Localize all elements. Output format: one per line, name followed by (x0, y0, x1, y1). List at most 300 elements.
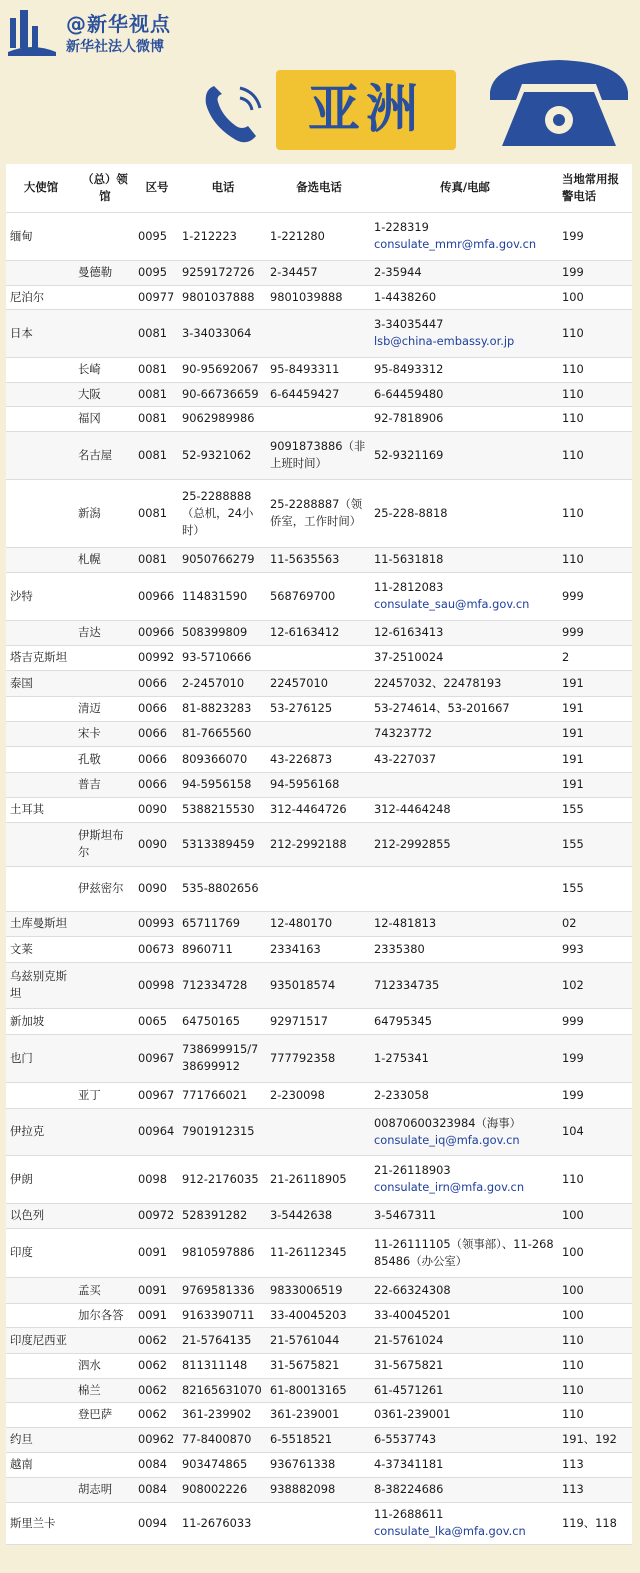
table-cell: 110 (558, 309, 632, 357)
table-cell: 0066 (134, 721, 178, 746)
table-cell: 110 (558, 406, 632, 431)
table-cell: 加尔各答 (74, 1303, 134, 1327)
table-body (6, 212, 632, 1544)
email-text: consulate_iq@mfa.gov.cn (374, 1132, 520, 1147)
brand-subtitle: 新华社法人微博 (66, 39, 164, 55)
table-cell: 9769581336 (178, 1277, 266, 1303)
cell-line: 11-2812083 (374, 580, 444, 594)
table-row (6, 620, 632, 645)
table-cell: 312-4464248 (370, 797, 558, 822)
table-cell: 21-5761024 (370, 1327, 558, 1353)
table-cell: 95-8493311 (266, 357, 370, 382)
table-cell: 6-64459427 (266, 382, 370, 406)
table-cell: 12-480170 (266, 911, 370, 936)
table-cell (266, 406, 370, 431)
table-cell (6, 721, 74, 746)
table-cell: 12-6163413 (370, 620, 558, 645)
table-cell: 535-8802656 (178, 866, 266, 911)
table-cell: 00998 (134, 962, 178, 1008)
table-cell: 92-7818906 (370, 406, 558, 431)
table-cell: 02 (558, 911, 632, 936)
table-cell: 738699915/738699912 (178, 1034, 266, 1082)
table-cell: 2334163 (266, 936, 370, 962)
table-cell: 名古屋 (74, 431, 134, 479)
table-cell: 0081 (134, 357, 178, 382)
table-cell: 0066 (134, 670, 178, 696)
table-row (6, 1155, 632, 1203)
page-title: 亚洲 (307, 80, 424, 140)
table-cell (74, 911, 134, 936)
table-row (6, 1008, 632, 1034)
table-cell: 2-233058 (370, 1082, 558, 1108)
table-cell: 2-34457 (266, 260, 370, 285)
table-cell: 伊拉克 (6, 1108, 74, 1155)
table-cell: 935018574 (266, 962, 370, 1008)
table-cell: 53-274614、53-201667 (370, 696, 558, 721)
email-text: consulate_sau@mfa.gov.cn (374, 597, 530, 611)
table-cell: 113 (558, 1477, 632, 1502)
table-row (6, 285, 632, 309)
table-row (6, 962, 632, 1008)
table-cell: 缅甸 (6, 212, 74, 260)
table-cell: 新加坡 (6, 1008, 74, 1034)
table-cell: 约旦 (6, 1427, 74, 1452)
table-cell: 9801039888 (266, 285, 370, 309)
table-cell (266, 1108, 370, 1155)
table-cell: 清迈 (74, 696, 134, 721)
table-cell: 155 (558, 797, 632, 822)
table-cell: 伊兹密尔 (74, 866, 134, 911)
table-cell: 00972 (134, 1203, 178, 1228)
table-cell (266, 1502, 370, 1544)
table-row (6, 309, 632, 357)
table-cell: 155 (558, 822, 632, 866)
table-row (6, 547, 632, 572)
table-row (6, 1427, 632, 1452)
table-cell: 74323772 (370, 721, 558, 746)
table-cell: 0065 (134, 1008, 178, 1034)
column-header: 传真/电邮 (370, 164, 558, 212)
table-cell (370, 866, 558, 911)
email-text: lsb@china-embassy.or.jp (374, 334, 515, 348)
table-cell (6, 479, 74, 547)
table-cell (266, 866, 370, 911)
table-cell: 104 (558, 1108, 632, 1155)
table-cell: 9801037888 (178, 285, 266, 309)
table-cell (370, 1155, 558, 1203)
table-cell: 809366070 (178, 746, 266, 772)
table-cell: 登巴萨 (74, 1402, 134, 1427)
table-cell (74, 1108, 134, 1155)
table-cell: 沙特 (6, 572, 74, 620)
table-cell: 0081 (134, 431, 178, 479)
table-cell: 999 (558, 620, 632, 645)
table-cell (6, 547, 74, 572)
table-cell: 0084 (134, 1452, 178, 1477)
table-cell (74, 1008, 134, 1034)
table-cell (6, 1378, 74, 1402)
table-cell: 普吉 (74, 772, 134, 797)
table-cell (74, 1034, 134, 1082)
column-header: 当地常用报警电话 (558, 164, 632, 212)
table-cell: 2-230098 (266, 1082, 370, 1108)
table-cell (6, 866, 74, 911)
table-row (6, 1452, 632, 1477)
table-cell: 191 (558, 696, 632, 721)
table-cell: 8960711 (178, 936, 266, 962)
table-cell: 6-5537743 (370, 1427, 558, 1452)
table-cell: 9810597886 (178, 1228, 266, 1277)
table-cell: 宋卡 (74, 721, 134, 746)
table-cell: 0095 (134, 260, 178, 285)
table-cell: 新潟 (74, 479, 134, 547)
table-cell (74, 1452, 134, 1477)
table-cell: 113 (558, 1452, 632, 1477)
table-cell (6, 382, 74, 406)
table-row (6, 357, 632, 382)
table-row (6, 572, 632, 620)
table-cell: 811311148 (178, 1353, 266, 1378)
table-cell (74, 1427, 134, 1452)
table-cell: 11-5631818 (370, 547, 558, 572)
table-cell: 孔敬 (74, 746, 134, 772)
table-row (6, 746, 632, 772)
table-cell: 912-2176035 (178, 1155, 266, 1203)
table-cell: 00967 (134, 1034, 178, 1082)
column-header: 大使馆 (6, 164, 74, 212)
table-row (6, 431, 632, 479)
table-cell: 吉达 (74, 620, 134, 645)
table-header-row (6, 164, 632, 212)
table-cell: 155 (558, 866, 632, 911)
table-row (6, 1402, 632, 1427)
table-cell: 199 (558, 1082, 632, 1108)
table-row (6, 866, 632, 911)
table-cell: 札幌 (74, 547, 134, 572)
table-cell: 31-5675821 (266, 1353, 370, 1378)
table-cell: 64795345 (370, 1008, 558, 1034)
table-cell: 6-5518521 (266, 1427, 370, 1452)
table-cell (74, 1228, 134, 1277)
table-cell (6, 431, 74, 479)
table-row (6, 645, 632, 670)
table-cell: 0095 (134, 212, 178, 260)
table-cell: 528391282 (178, 1203, 266, 1228)
table-cell: 0062 (134, 1402, 178, 1427)
table-cell: 999 (558, 1008, 632, 1034)
table-cell: 53-276125 (266, 696, 370, 721)
table-cell (370, 1502, 558, 1544)
table-row (6, 911, 632, 936)
table-cell: 伊斯坦布尔 (74, 822, 134, 866)
cell-line: 11-2688611 (374, 1507, 444, 1521)
table-cell: 191、192 (558, 1427, 632, 1452)
table-cell: 908002226 (178, 1477, 266, 1502)
table-cell (6, 772, 74, 797)
table-cell (74, 1327, 134, 1353)
table-cell: 0062 (134, 1327, 178, 1353)
email-text: consulate_lka@mfa.gov.cn (374, 1524, 526, 1538)
table-cell: 92971517 (266, 1008, 370, 1034)
embassy-table (6, 164, 632, 1545)
table-cell (74, 1155, 134, 1203)
table-cell: 棉兰 (74, 1378, 134, 1402)
table-cell: 100 (558, 285, 632, 309)
table-cell: 越南 (6, 1452, 74, 1477)
table-row (6, 212, 632, 260)
table-cell (74, 572, 134, 620)
table-cell: 100 (558, 1277, 632, 1303)
rotary-phone-icon (484, 52, 634, 152)
table-cell: 22457032、22478193 (370, 670, 558, 696)
table-cell: 泰国 (6, 670, 74, 696)
table-cell: 11-2676033 (178, 1502, 266, 1544)
table-row (6, 936, 632, 962)
table-cell: 斯里兰卡 (6, 1502, 74, 1544)
table-row (6, 1303, 632, 1327)
table-cell: 0090 (134, 866, 178, 911)
table-cell: 长崎 (74, 357, 134, 382)
table-cell: 土耳其 (6, 797, 74, 822)
table-cell: 8-38224686 (370, 1477, 558, 1502)
table-cell: 00977 (134, 285, 178, 309)
table-cell: 33-40045201 (370, 1303, 558, 1327)
table-cell: 712334735 (370, 962, 558, 1008)
table-row (6, 1502, 632, 1544)
table-cell: 52-9321062 (178, 431, 266, 479)
cell-line: 1-228319 (374, 220, 429, 234)
table-cell (74, 212, 134, 260)
table-cell (266, 645, 370, 670)
table-cell: 903474865 (178, 1452, 266, 1477)
table-cell: 0081 (134, 382, 178, 406)
table-cell: 212-2992188 (266, 822, 370, 866)
table-cell: 110 (558, 1353, 632, 1378)
table-cell: 3-5442638 (266, 1203, 370, 1228)
table-row (6, 1353, 632, 1378)
table-cell: 0081 (134, 309, 178, 357)
table-cell (6, 1353, 74, 1378)
table-cell: 936761338 (266, 1452, 370, 1477)
table-cell: 0062 (134, 1353, 178, 1378)
table-cell (6, 1402, 74, 1427)
table-cell (74, 1502, 134, 1544)
table-cell (370, 212, 558, 260)
table-cell (74, 309, 134, 357)
table-cell: 81-8823283 (178, 696, 266, 721)
email-text: consulate_mmr@mfa.gov.cn (374, 237, 537, 251)
table-cell (74, 285, 134, 309)
table-cell: 9062989986 (178, 406, 266, 431)
table-cell: 11-26112345 (266, 1228, 370, 1277)
table-cell: 191 (558, 670, 632, 696)
table-row (6, 1477, 632, 1502)
table-cell: 0091 (134, 1303, 178, 1327)
table-cell: 110 (558, 382, 632, 406)
table-cell: 110 (558, 357, 632, 382)
table-cell: 25-2288887（领侨室，工作时间） (266, 479, 370, 547)
table-cell: 95-8493312 (370, 357, 558, 382)
table-cell: 110 (558, 1378, 632, 1402)
table-cell: 0066 (134, 696, 178, 721)
table-cell: 7901912315 (178, 1108, 266, 1155)
table-cell: 5313389459 (178, 822, 266, 866)
table-cell (6, 1277, 74, 1303)
table-cell: 100 (558, 1303, 632, 1327)
table-cell: 以色列 (6, 1203, 74, 1228)
table-cell: 0091 (134, 1277, 178, 1303)
table-cell (266, 721, 370, 746)
table-row (6, 1277, 632, 1303)
table-cell: 1-275341 (370, 1034, 558, 1082)
table-cell: 0062 (134, 1378, 178, 1402)
table-cell: 9050766279 (178, 547, 266, 572)
table-cell: 94-5956168 (266, 772, 370, 797)
table-cell: 119、118 (558, 1502, 632, 1544)
table-cell: 94-5956158 (178, 772, 266, 797)
table-cell (74, 936, 134, 962)
table-row (6, 1378, 632, 1402)
table-cell: 0066 (134, 746, 178, 772)
table-cell: 0090 (134, 822, 178, 866)
table-cell: 0361-239001 (370, 1402, 558, 1427)
table-cell: 191 (558, 721, 632, 746)
table-cell: 93-5710666 (178, 645, 266, 670)
table-cell: 1-212223 (178, 212, 266, 260)
table-cell: 110 (558, 1327, 632, 1353)
table-cell: 伊朗 (6, 1155, 74, 1203)
table-cell: 568769700 (266, 572, 370, 620)
table-cell: 25-228-8818 (370, 479, 558, 547)
table-cell: 00966 (134, 572, 178, 620)
table-cell: 33-40045203 (266, 1303, 370, 1327)
table-cell: 22-66324308 (370, 1277, 558, 1303)
table-cell (6, 406, 74, 431)
cell-line: 00870600323984（海事） (374, 1115, 522, 1130)
table-cell: 3-34033064 (178, 309, 266, 357)
table-cell: 81-7665560 (178, 721, 266, 746)
table-cell: 2-35944 (370, 260, 558, 285)
column-header: 备选电话 (266, 164, 370, 212)
table-cell: 110 (558, 1155, 632, 1203)
table-cell: 22457010 (266, 670, 370, 696)
table-row (6, 260, 632, 285)
table-row (6, 1034, 632, 1082)
table-cell (74, 797, 134, 822)
table-cell: 2-2457010 (178, 670, 266, 696)
table-row (6, 1327, 632, 1353)
table-cell (266, 309, 370, 357)
brand-name: @新华视点 (66, 12, 171, 36)
table-cell: 2 (558, 645, 632, 670)
table-cell: 61-80013165 (266, 1378, 370, 1402)
table-cell (6, 260, 74, 285)
table-cell: 5388215530 (178, 797, 266, 822)
table-cell (74, 1203, 134, 1228)
table-cell (74, 645, 134, 670)
table-cell: 4-37341181 (370, 1452, 558, 1477)
header (0, 0, 640, 165)
table-row (6, 406, 632, 431)
table-cell: 993 (558, 936, 632, 962)
table-cell: 尼泊尔 (6, 285, 74, 309)
table-cell: 43-226873 (266, 746, 370, 772)
table-cell: 11-26111105（领事部）、11-26885486（办公室） (370, 1228, 558, 1277)
table-cell: 43-227037 (370, 746, 558, 772)
table-cell: 199 (558, 260, 632, 285)
table-cell: 0066 (134, 772, 178, 797)
table-cell: 110 (558, 431, 632, 479)
table-cell: 00966 (134, 620, 178, 645)
table-cell: 100 (558, 1228, 632, 1277)
table-cell: 312-4464726 (266, 797, 370, 822)
table-cell: 199 (558, 212, 632, 260)
table-cell (74, 962, 134, 1008)
table-row (6, 721, 632, 746)
table-cell: 6-64459480 (370, 382, 558, 406)
column-header: （总）领馆 (74, 164, 134, 212)
cell-line: 21-26118903 (374, 1163, 451, 1177)
table-cell: 90-95692067 (178, 357, 266, 382)
table-cell: 102 (558, 962, 632, 1008)
table-cell: 191 (558, 772, 632, 797)
table-cell: 0094 (134, 1502, 178, 1544)
table-cell: 印度 (6, 1228, 74, 1277)
table-cell: 乌兹别克斯坦 (6, 962, 74, 1008)
table-cell: 印度尼西亚 (6, 1327, 74, 1353)
table-cell: 25-2288888（总机，24小时） (178, 479, 266, 547)
table-row (6, 670, 632, 696)
table-cell: 110 (558, 479, 632, 547)
table-row (6, 1108, 632, 1155)
table-cell: 110 (558, 1402, 632, 1427)
table-cell (6, 1082, 74, 1108)
table-cell: 938882098 (266, 1477, 370, 1502)
table-cell: 1-221280 (266, 212, 370, 260)
table-cell: 114831590 (178, 572, 266, 620)
table-cell: 52-9321169 (370, 431, 558, 479)
table-row (6, 1228, 632, 1277)
table-cell: 也门 (6, 1034, 74, 1082)
table-cell (6, 357, 74, 382)
table-cell: 999 (558, 572, 632, 620)
table-cell: 亚丁 (74, 1082, 134, 1108)
table-cell: 9259172726 (178, 260, 266, 285)
table-cell: 100 (558, 1203, 632, 1228)
table-cell: 37-2510024 (370, 645, 558, 670)
table-cell: 日本 (6, 309, 74, 357)
column-header: 电话 (178, 164, 266, 212)
table-row (6, 1082, 632, 1108)
table-cell: 771766021 (178, 1082, 266, 1108)
table-row (6, 1203, 632, 1228)
table-cell: 31-5675821 (370, 1353, 558, 1378)
table-cell: 胡志明 (74, 1477, 134, 1502)
table-row (6, 822, 632, 866)
table-cell: 212-2992855 (370, 822, 558, 866)
table-cell: 3-5467311 (370, 1203, 558, 1228)
table-cell: 361-239001 (266, 1402, 370, 1427)
table-cell (370, 1108, 558, 1155)
table-cell (370, 309, 558, 357)
table-row (6, 382, 632, 406)
table-row (6, 479, 632, 547)
table-cell: 11-5635563 (266, 547, 370, 572)
table-row (6, 797, 632, 822)
table-cell (6, 746, 74, 772)
table-cell: 1-4438260 (370, 285, 558, 309)
table-cell: 00962 (134, 1427, 178, 1452)
